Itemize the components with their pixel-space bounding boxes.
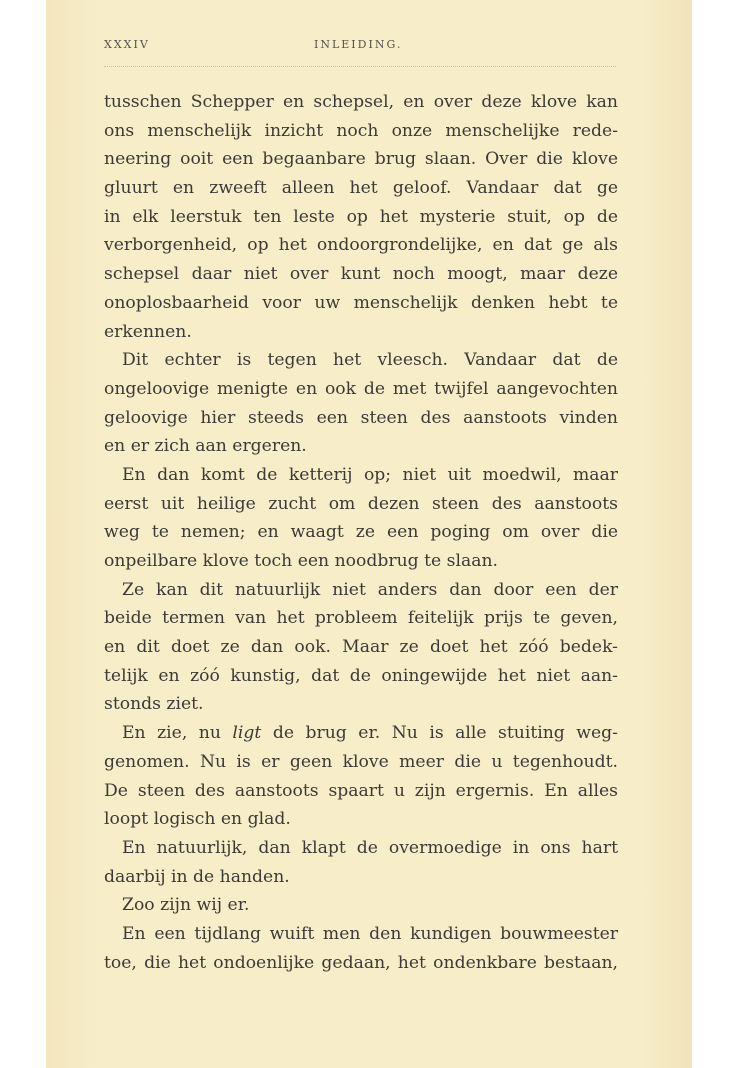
running-title: INLEIDING.	[314, 38, 403, 51]
text-line: in elk leerstuk ten leste op het mysterie stuit, op de	[104, 206, 618, 227]
text-line: onpeilbare klove toch een noodbrug te slaan.	[104, 551, 498, 571]
text-line: gluurt en zweeft alleen het geloof. Vandaar dat ge	[104, 178, 618, 199]
text-line: En natuurlijk, dan klapt de overmoedige in ons hart	[122, 837, 618, 858]
italic-word: ligt	[232, 723, 262, 744]
text-line: en er zich aan ergeren.	[104, 436, 307, 457]
text-line: ons menschelijk inzicht noch onze menschelijke rede-	[104, 120, 618, 141]
text-line: daarbij in de handen.	[104, 866, 290, 887]
text-line	[104, 719, 618, 748]
text-line: geloovige hier steeds een steen des aanstoots vinden	[104, 407, 618, 428]
text-line: En dan komt de ketterij op; niet uit moedwil, maar	[122, 464, 618, 485]
text-line: ongeloovige menigte en ook de met twijfel aangevochten	[104, 378, 618, 399]
text-line: genomen. Nu is er geen klove meer die u tegenhoudt.	[104, 751, 618, 772]
text-line: Zoo zijn wij er.	[122, 895, 250, 916]
book-page	[46, 0, 692, 1068]
text-line: neering ooit een begaanbare brug slaan. Over die klove	[104, 149, 618, 170]
text-line: weg te nemen; en waagt ze een poging om over die	[104, 522, 618, 543]
text-line: En een tijdlang wuift men den kundigen bouwmeester	[122, 923, 618, 944]
text-segment: de brug er. Nu is alle stuiting weg-	[261, 723, 618, 744]
header-rule	[104, 66, 616, 67]
text-line: eerst uit heilige zucht om dezen steen des aanstoots	[104, 493, 618, 514]
text-line: beide termen van het probleem feitelijk prijs te geven,	[104, 608, 618, 629]
text-line: Dit echter is tegen het vleesch. Vandaar dat de	[122, 350, 618, 371]
text-line: tusschen Schepper en schepsel, en over deze klove kan	[104, 92, 618, 112]
text-line: Ze kan dit natuurlijk niet anders dan door een der	[122, 579, 618, 600]
text-segment: En zie, nu	[122, 723, 233, 744]
text-line: schepsel daar niet over kunt noch moogt, maar deze	[104, 264, 618, 285]
body-text	[104, 88, 618, 977]
text-line: verborgenheid, op het ondoorgrondelijke, en dat ge als	[104, 235, 618, 256]
page-header	[104, 38, 614, 56]
text-line: loopt logisch en glad.	[104, 809, 291, 830]
text-line: De steen des aanstoots spaart u zijn ergernis. En alles	[104, 780, 618, 801]
text-line: erkennen.	[104, 321, 192, 342]
text-line: telijk en zóó kunstig, dat de oningewijde het niet aan-	[104, 665, 618, 686]
text-line: en dit doet ze dan ook. Maar ze doet het zóó bedek-	[104, 637, 618, 658]
text-line: toe, die het ondoenlijke gedaan, het ondenkbare bestaan,	[104, 952, 618, 973]
page-number: XXXIV	[104, 38, 150, 51]
text-line: stonds ziet.	[104, 694, 204, 715]
text-line: onoplosbaarheid voor uw menschelijk denken hebt te	[104, 292, 618, 313]
